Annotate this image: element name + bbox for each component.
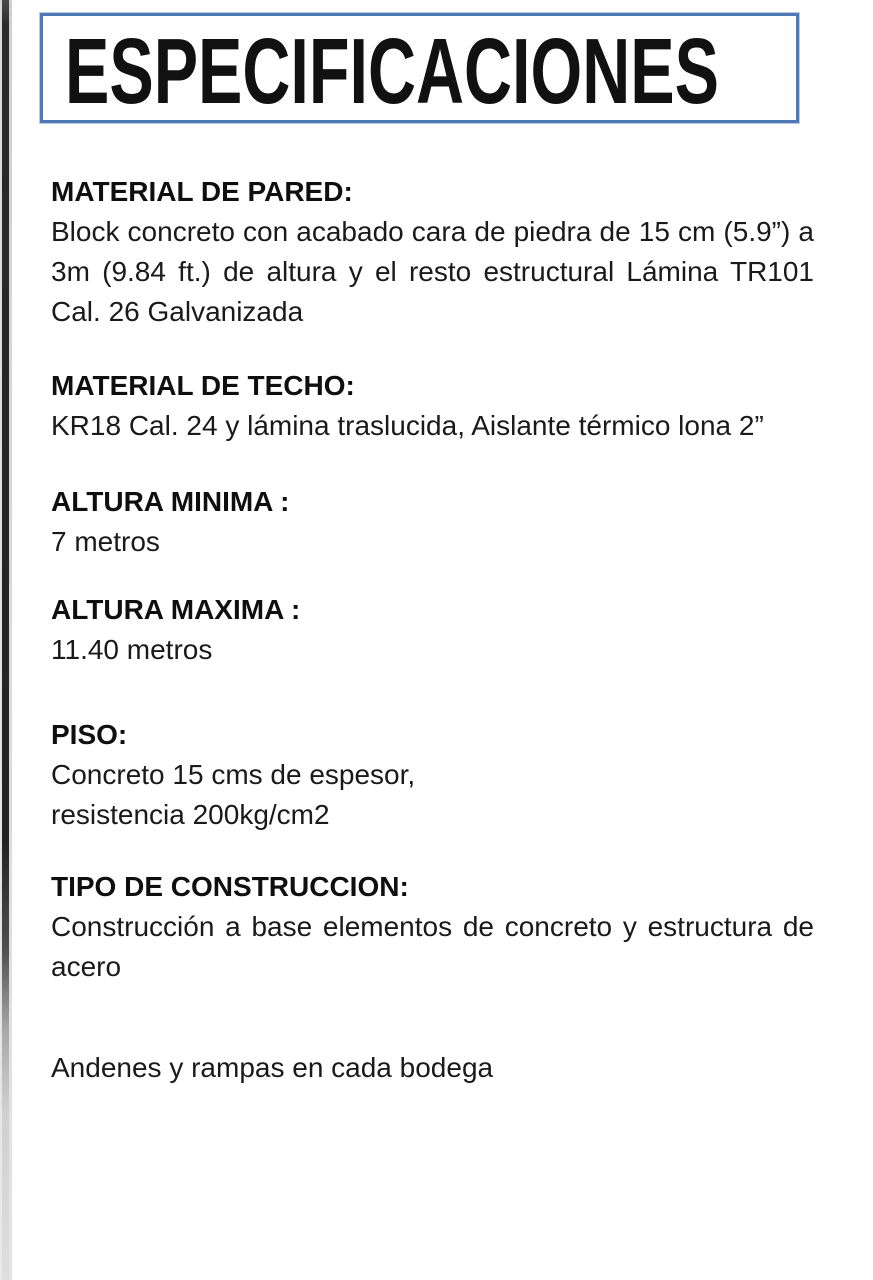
- section-piso: [51, 715, 814, 835]
- body-line: Concreto 15 cms de espesor,: [51, 759, 416, 790]
- section-material-de-pared: [51, 172, 814, 332]
- section-heading: ALTURA MINIMA :: [51, 486, 290, 517]
- section-altura-minima: [51, 482, 814, 562]
- scan-edge-stripe: [0, 0, 12, 1280]
- body-line: acero: [51, 951, 122, 982]
- body-line: 3m (9.84 ft.) de altura y el resto estructural Lámina TR101: [51, 256, 814, 287]
- section-altura-maxima: [51, 590, 814, 670]
- body-line: Cal. 26 Galvanizada: [51, 296, 304, 327]
- section-material-de-techo: [51, 366, 814, 446]
- title-box: [40, 13, 799, 123]
- section-andenes-note: [51, 1048, 814, 1088]
- specifications-content: [51, 172, 814, 1088]
- body-line: 11.40 metros: [51, 634, 213, 665]
- section-heading: TIPO DE CONSTRUCCION:: [51, 871, 409, 902]
- section-heading: ALTURA MAXIMA :: [51, 594, 301, 625]
- body-line: Andenes y rampas en cada bodega: [51, 1052, 494, 1083]
- body-line: 7 metros: [51, 526, 160, 557]
- section-heading: PISO:: [51, 719, 128, 750]
- body-line: Construcción a base elementos de concreto y estructura de: [51, 911, 814, 942]
- section-tipo-de-construccion: [51, 867, 814, 987]
- scan-edge-dark-line: [2, 0, 9, 1280]
- section-heading: MATERIAL DE PARED:: [51, 176, 353, 207]
- body-line: KR18 Cal. 24 y lámina traslucida, Aislante térmico lona 2”: [51, 410, 764, 441]
- body-line: Block concreto con acabado cara de piedra de 15 cm (5.9”) a: [51, 216, 814, 247]
- body-line: resistencia 200kg/cm2: [51, 799, 330, 830]
- scan-edge-fade-line: [9, 0, 12, 1280]
- page-title: ESPECIFICACIONES: [65, 18, 719, 123]
- section-heading: MATERIAL DE TECHO:: [51, 370, 355, 401]
